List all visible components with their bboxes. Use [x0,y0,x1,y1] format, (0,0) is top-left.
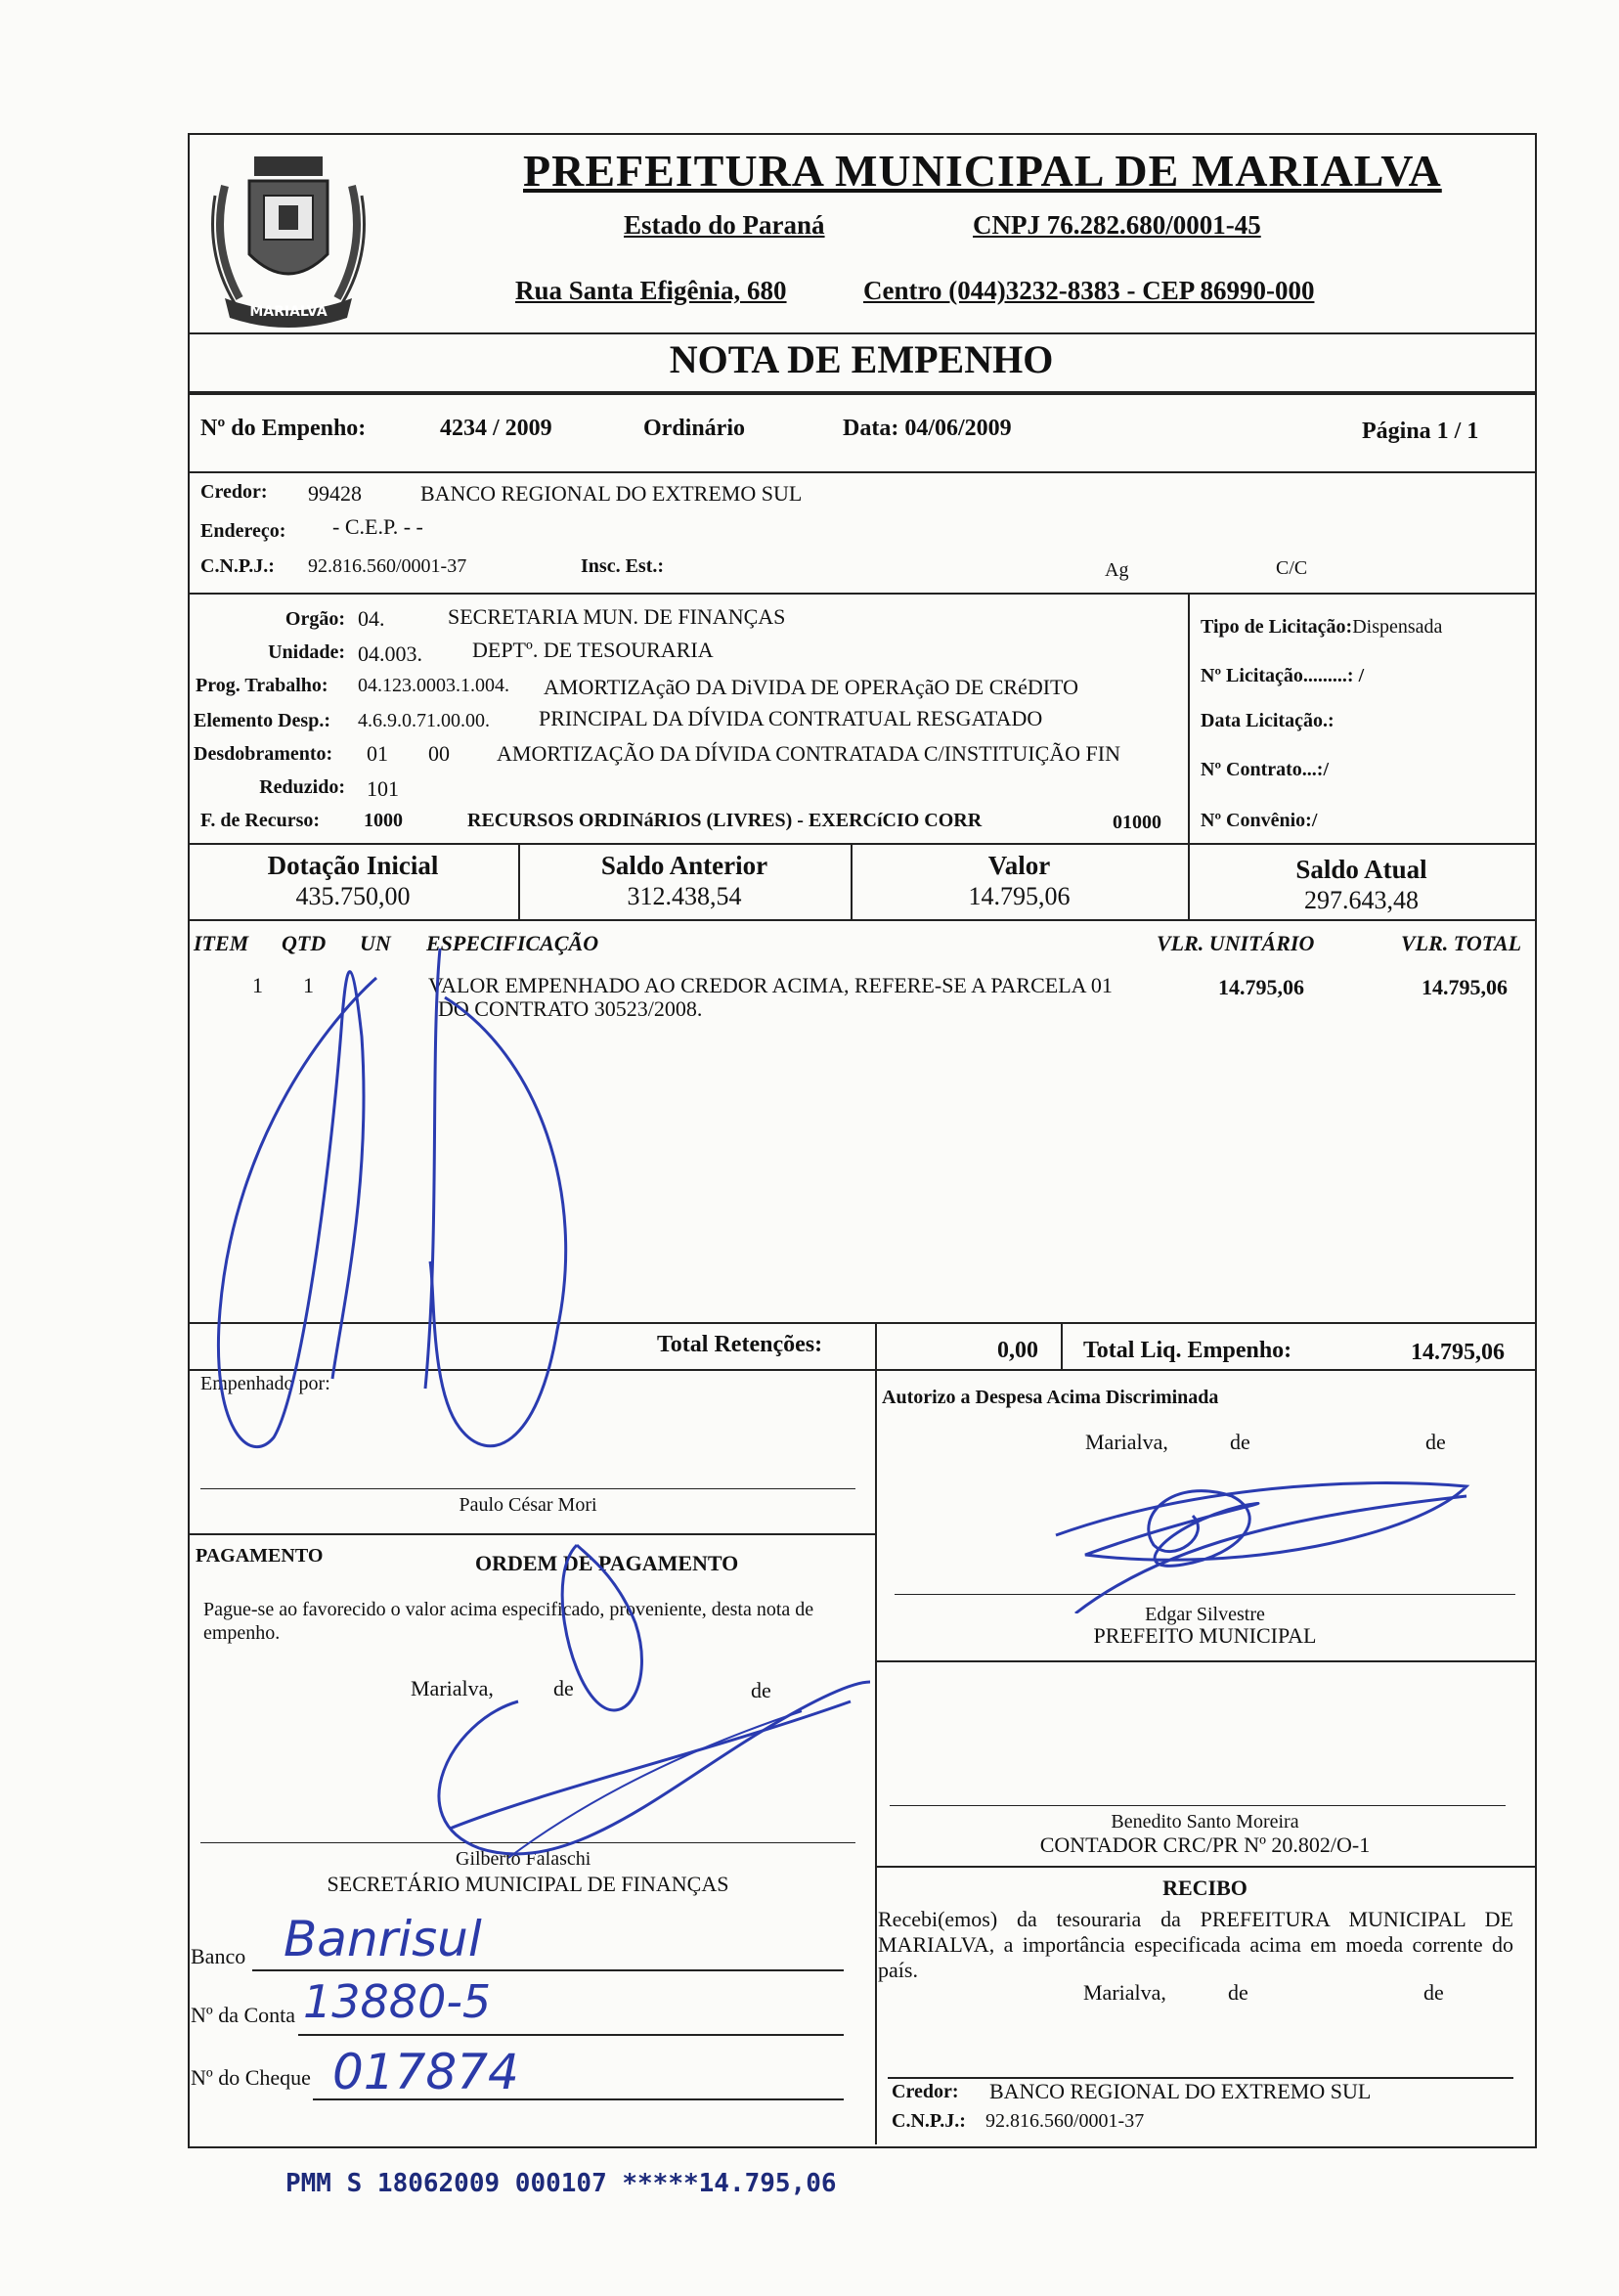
item-unit-value: 14.795,06 [1218,975,1304,999]
recibo-credor-label: Credor: [892,2081,959,2102]
state-name: Estado do Paraná [624,210,825,240]
address: Rua Santa Efigênia, 680 [515,276,787,305]
desdobramento-code-2: 00 [428,741,450,766]
signature-line [200,1842,855,1843]
signature-line [895,1594,1515,1595]
unidade-code: 04.003. [358,641,422,666]
recibo-city: Marialva, [1083,1980,1166,2005]
fonte-recurso-label: F. de Recurso: [200,810,321,831]
reduzido-label: Reduzido: [259,776,345,798]
autorizo-city: Marialva, [1085,1430,1168,1454]
data-licitacao: Data Licitação.: [1201,710,1335,731]
empenho-date: Data: 04/06/2009 [843,416,1012,441]
divider [188,843,1535,845]
conta-corrente-label: C/C [1276,557,1308,579]
desdobramento-name: AMORTIZAÇÃO DA DÍVIDA CONTRATADA C/INSTITUIÇÃO FIN [497,741,1120,766]
page-number: Página 1 / 1 [1362,419,1479,444]
pagamento-label: PAGAMENTO [196,1545,324,1567]
recibo-text: Recebi(emos) da tesouraria da PREFEITURA MUNICIPAL DE MARIALVA, a importância especificada acima em moeda corrente do país. [878,1907,1513,1982]
pagamento-city: Marialva, [411,1676,494,1700]
divider [1188,593,1190,843]
autorizo-signer: Edgar Silvestre [1145,1604,1265,1625]
saldo-atual-value: 297.643,48 [1304,886,1419,914]
saldo-atual-label: Saldo Atual [1295,855,1427,884]
autorizo-de-2: de [1425,1430,1446,1454]
contact-info: Centro (044)3232-8383 - CEP 86990-000 [863,276,1315,305]
desdobramento-code-1: 01 [367,741,388,766]
reduzido-value: 101 [367,776,399,801]
numero-convenio: Nº Convênio:/ [1201,810,1318,831]
banco-label: Banco [191,1944,246,1968]
col-header-qtd: QTD [282,931,327,955]
table-row [194,973,1528,1032]
elemento-despesa-code: 4.6.9.0.71.00.00. [358,710,490,731]
banco-underline [252,1969,844,1971]
insc-est-label: Insc. Est.: [581,555,665,577]
item-spec-line1: VALOR EMPENHADO AO CREDOR ACIMA, REFERE-SE A PARCELA 01 [428,973,1113,997]
total-liquido-label: Total Liq. Empenho: [1083,1338,1292,1363]
valor-label: Valor [987,851,1051,880]
cnpj-label: C.N.P.J.: [200,555,275,577]
pagamento-text: Pague-se ao favorecido o valor acima especificado, proveniente, desta nota de empenho. [203,1599,814,1644]
divider [188,1533,875,1535]
recibo-de-1: de [1228,1980,1248,2005]
pagamento-de-1: de [553,1676,574,1700]
col-header-vlr-total: VLR. TOTAL [1401,931,1522,955]
divider [1061,1322,1063,1369]
orgao-name: SECRETARIA MUN. DE FINANÇAS [448,604,786,629]
saldo-anterior-value: 312.438,54 [627,882,742,910]
divider [875,1322,877,1369]
items-header-row [194,931,1528,960]
recibo-cnpj-label: C.N.P.J.: [892,2110,966,2132]
autorizo-de-1: de [1230,1430,1250,1454]
empenho-number: 4234 / 2009 [440,416,552,441]
credor-cnpj: 92.816.560/0001-37 [308,555,467,577]
fonte-recurso-code: 1000 [364,810,403,831]
signature-line [890,1805,1506,1806]
col-header-especificacao: ESPECIFICAÇÃO [426,931,599,955]
cnpj-header: CNPJ 76.282.680/0001-45 [973,210,1261,240]
total-retencoes-value: 0,00 [997,1338,1038,1363]
page-title: PREFEITURA MUNICIPAL DE MARIALVA [523,146,1442,196]
cheque-handwritten: 017874 [332,2044,519,2100]
col-header-un: UN [360,931,391,955]
tipo-licitacao [1201,616,1442,639]
divider [875,1866,1535,1868]
prog-trabalho-label: Prog. Trabalho: [196,675,328,696]
elemento-despesa-name: PRINCIPAL DA DÍVIDA CONTRATUAL RESGATADO [539,706,1043,730]
signature-line [200,1488,855,1489]
empenho-label: Nº do Empenho: [200,416,367,441]
contador-role: CONTADOR CRC/PR Nº 20.802/O-1 [1039,1832,1371,1857]
unidade-name: DEPTº. DE TESOURARIA [472,638,714,662]
dotacao-inicial-value: 435.750,00 [295,882,411,910]
autorizo-role: PREFEITO MUNICIPAL [1093,1623,1317,1648]
document-title: NOTA DE EMPENHO [669,337,1054,381]
total-retencoes-label: Total Retenções: [657,1332,823,1357]
divider [188,1369,1535,1371]
credor-cep: - C.E.P. - - [332,514,423,539]
item-qtd: 1 [303,973,314,997]
ordem-pagamento-label: ORDEM DE PAGAMENTO [475,1551,739,1575]
item-total-value: 14.795,06 [1422,975,1508,999]
banco-handwritten: Banrisul [284,1911,482,1967]
tipo-licitacao-value: Dispensada [1352,616,1443,638]
credor-name: BANCO REGIONAL DO EXTREMO SUL [420,481,803,506]
elemento-despesa-label: Elemento Desp.: [194,710,330,731]
divider [188,332,1535,334]
divider [188,1322,1535,1324]
unidade-label: Unidade: [268,641,345,663]
col-header-item: ITEM [194,931,249,955]
orgao-code: 04. [358,606,385,631]
pagamento-role: SECRETÁRIO MUNICIPAL DE FINANÇAS [327,1872,729,1896]
credor-code: 99428 [308,481,362,506]
pagamento-signer: Gilberto Falaschi [456,1848,591,1870]
seal-banner-text: MARIALVA [249,304,328,320]
numero-licitacao: Nº Licitação.........: / [1201,665,1365,686]
recibo-label: RECIBO [1162,1876,1247,1900]
numero-contrato: Nº Contrato...:/ [1201,759,1330,780]
saldo-anterior-label: Saldo Anterior [600,851,768,880]
tipo-licitacao-label: Tipo de Licitação: [1201,616,1353,638]
recibo-credor-name: BANCO REGIONAL DO EXTREMO SUL [989,2079,1372,2103]
item-number: 1 [252,973,263,997]
desdobramento-label: Desdobramento: [194,743,333,765]
agencia-label: Ag [1105,559,1129,581]
fonte-recurso-name: RECURSOS ORDINáRIOS (LIVRES) - EXERCíCIO CORR [467,810,983,831]
orgao-label: Orgão: [284,608,345,630]
item-spec-line2: DO CONTRATO 30523/2008. [438,996,703,1021]
autorizo-label: Autorizo a Despesa Acima Discriminada [882,1387,1219,1408]
divider [875,1660,1535,1662]
empenhado-por-label: Empenhado por: [200,1373,330,1394]
valor-value: 14.795,06 [968,882,1071,910]
fonte-recurso-code-2: 01000 [1113,812,1161,833]
prog-trabalho-name: AMORTIZAçãO DA DiVIDA DE OPERAçãO DE CRéDITO [544,675,1078,699]
divider [188,919,1535,921]
conta-handwritten: 13880-5 [303,1975,492,2028]
prog-trabalho-code: 04.123.0003.1.004. [358,675,509,696]
divider [188,391,1535,395]
divider [875,1369,877,2144]
coat-of-arms-seal [196,137,381,332]
empenhado-por-signer: Paulo César Mori [459,1494,597,1516]
divider [188,593,1535,595]
conta-label: Nº da Conta [191,2003,296,2027]
payment-stamp: PMM S 18062009 000107 *****14.795,06 [285,2169,837,2198]
credor-label: Credor: [200,481,268,503]
endereco-label: Endereço: [200,520,286,542]
col-header-vlr-unitario: VLR. UNITÁRIO [1157,931,1315,955]
contador-signer: Benedito Santo Moreira [1111,1811,1299,1832]
recibo-cnpj-value: 92.816.560/0001-37 [985,2110,1145,2132]
dotacao-inicial-label: Dotação Inicial [267,851,439,880]
cheque-label: Nº do Cheque [191,2065,311,2090]
recibo-de-2: de [1423,1980,1444,2005]
conta-underline [298,2034,844,2036]
pagamento-de-2: de [751,1678,771,1702]
total-liquido-value: 14.795,06 [1411,1340,1505,1365]
empenho-type: Ordinário [643,416,746,441]
divider [188,471,1535,473]
